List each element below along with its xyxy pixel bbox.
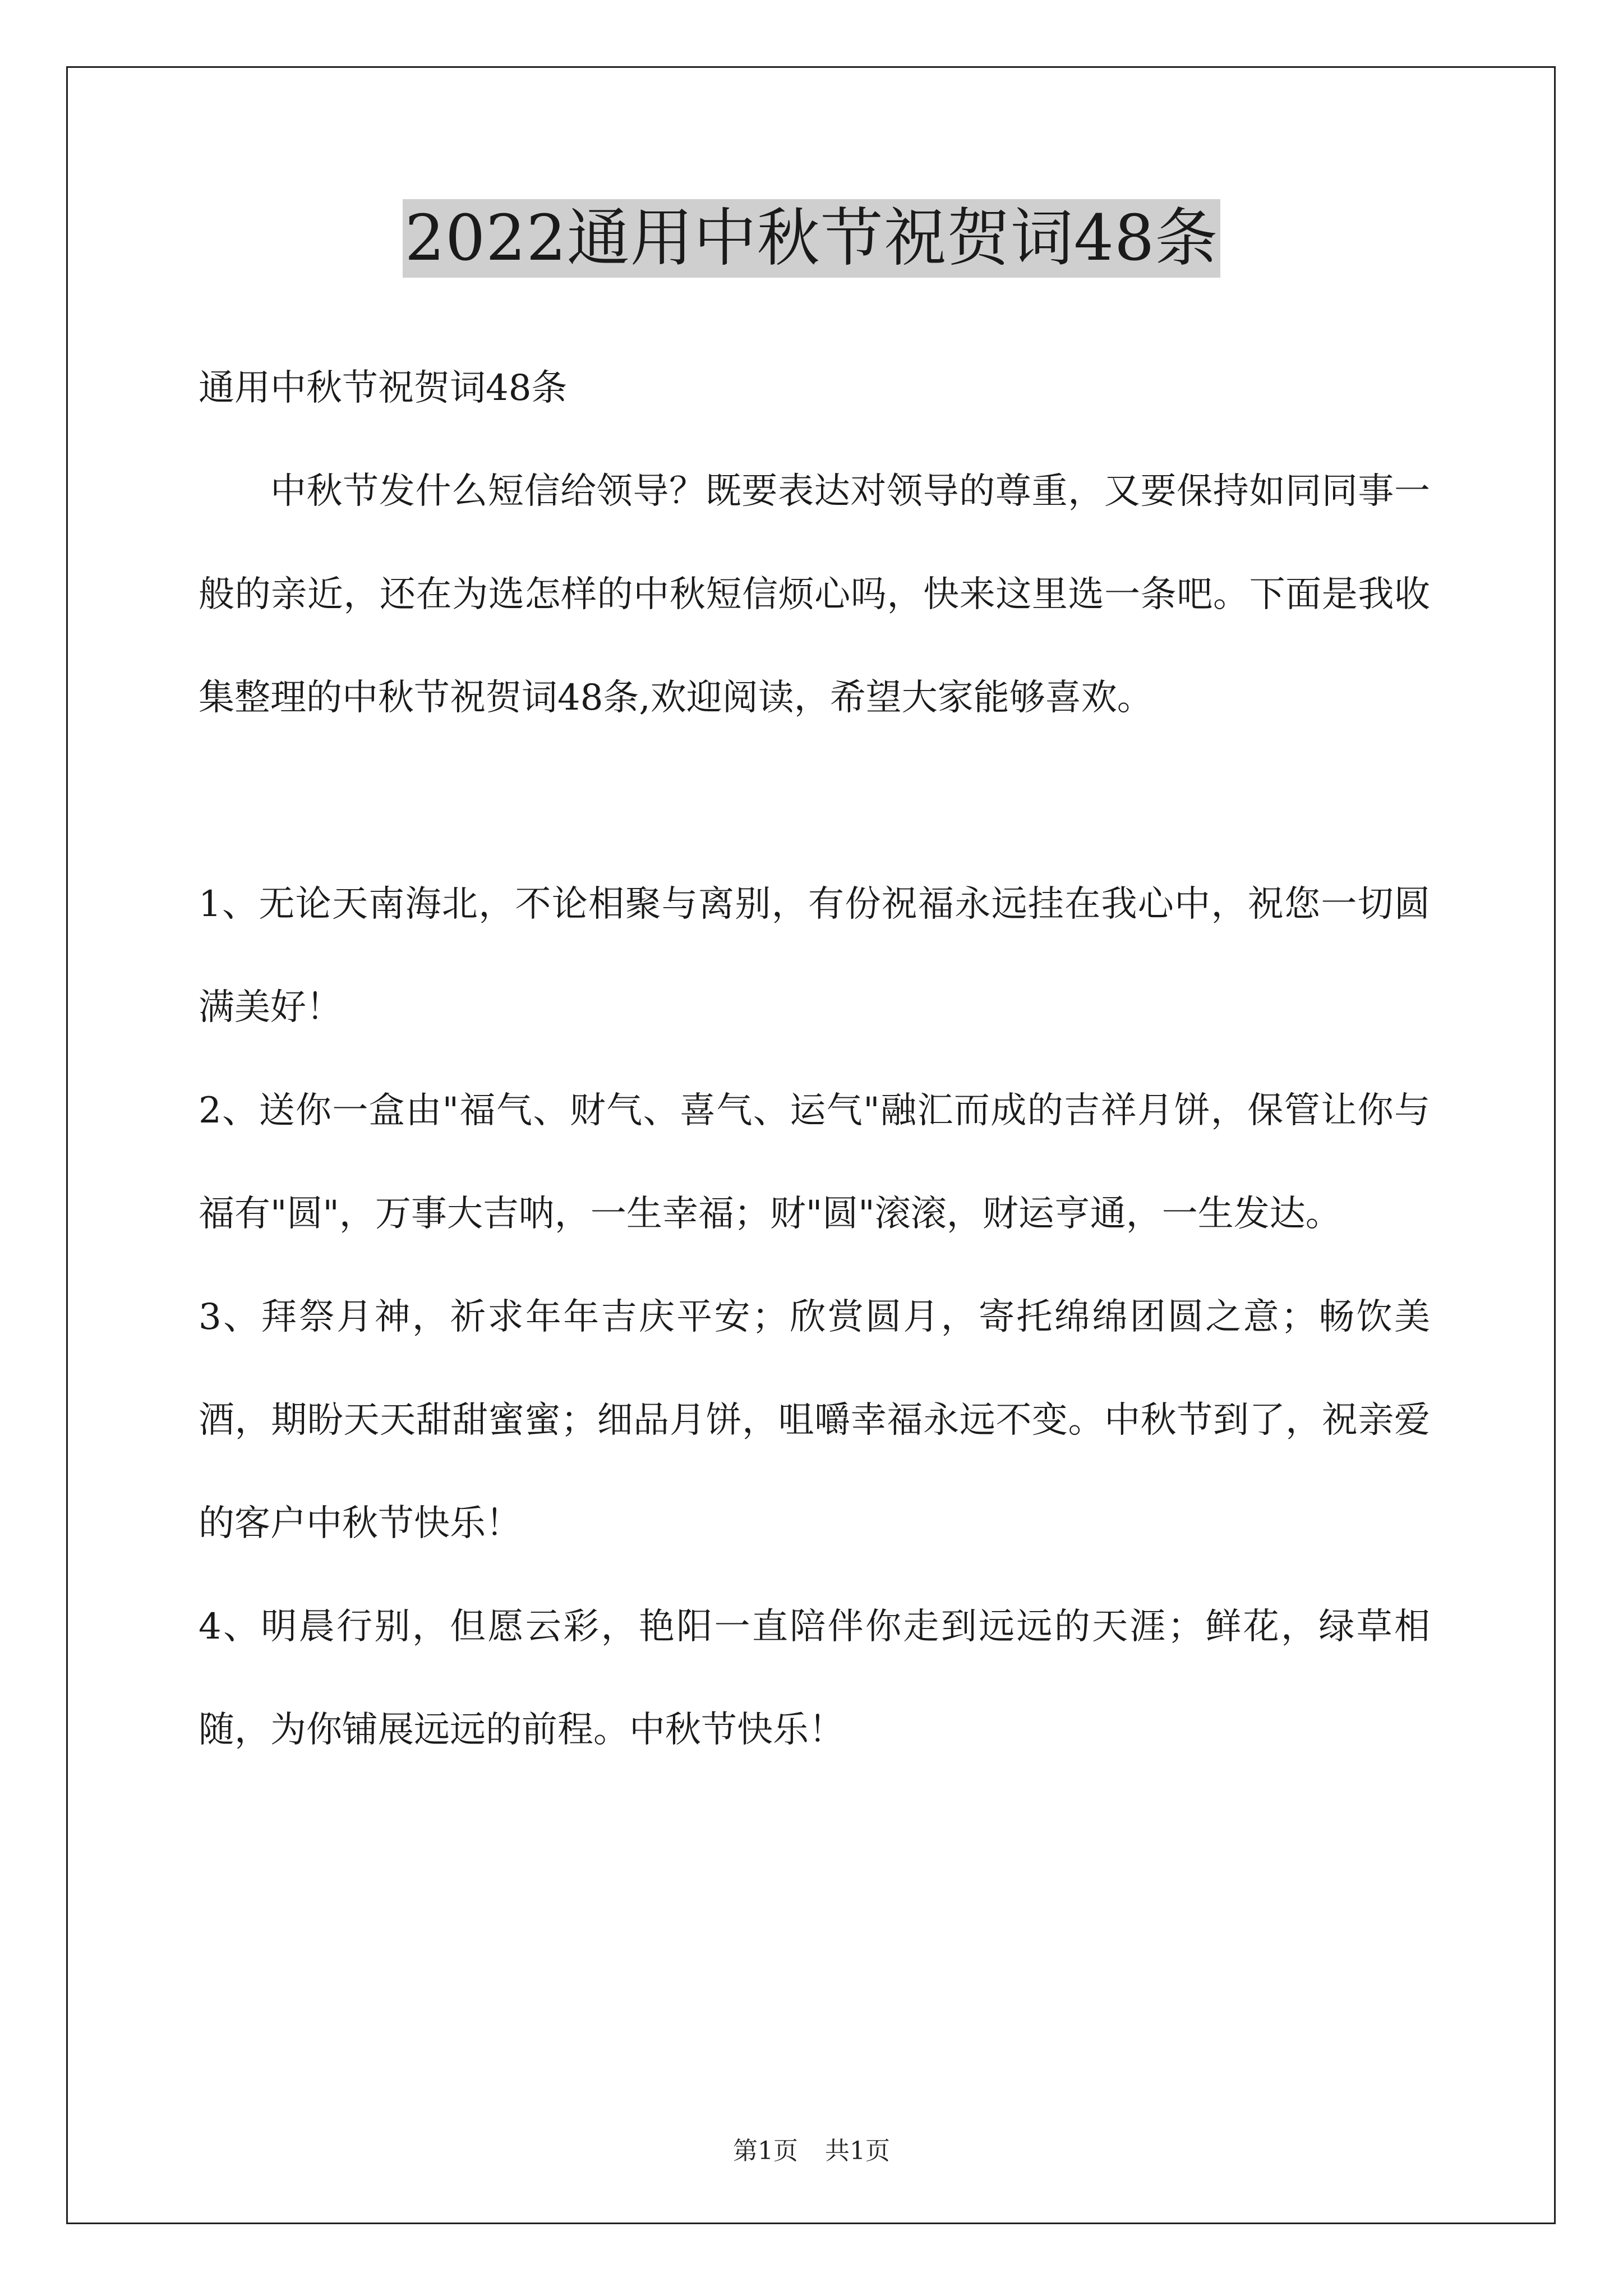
greeting-item-4: 4、明晨行别，但愿云彩，艳阳一直陪伴你走到远远的天涯；鲜花，绿草相随，为你铺展远远的前程。中秋节快乐！ xyxy=(199,1606,1430,1751)
paragraph-spacer xyxy=(199,749,1430,853)
document-body xyxy=(199,337,1430,1782)
page-footer xyxy=(0,2134,1623,2168)
title-container xyxy=(0,199,1623,278)
page-total: 共1页 xyxy=(825,2137,890,2165)
greeting-item-2: 2、送你一盒由"福气、财气、喜气、运气"融汇而成的吉祥月饼，保管让你与福有"圆"，万事大吉呐，一生幸福；财"圆"滚滚，财运亨通，一生发达。 xyxy=(199,1090,1430,1235)
greeting-item-3: 3、拜祭月神，祈求年年吉庆平安；欣赏圆月，寄托绵绵团圆之意；畅饮美酒，期盼天天甜甜蜜蜜；细品月饼，咀嚼幸福永远不变。中秋节到了，祝亲爱的客户中秋节快乐！ xyxy=(199,1296,1430,1544)
intro-paragraph: 中秋节发什么短信给领导？既要表达对领导的尊重，又要保持如同同事一般的亲近，还在为选怎样的中秋短信烦心吗，快来这里选一条吧。下面是我收集整理的中秋节祝贺词48条,欢迎阅读，希望大家能够喜欢。 xyxy=(199,471,1430,719)
greeting-item-1: 1、无论天南海北，不论相聚与离别，有份祝福永远挂在我心中，祝您一切圆满美好！ xyxy=(199,884,1430,1028)
document-subtitle: 通用中秋节祝贺词48条 xyxy=(199,367,568,409)
document-title: 2022通用中秋节祝贺词48条 xyxy=(403,199,1221,278)
page-number: 第1页 xyxy=(733,2137,798,2165)
